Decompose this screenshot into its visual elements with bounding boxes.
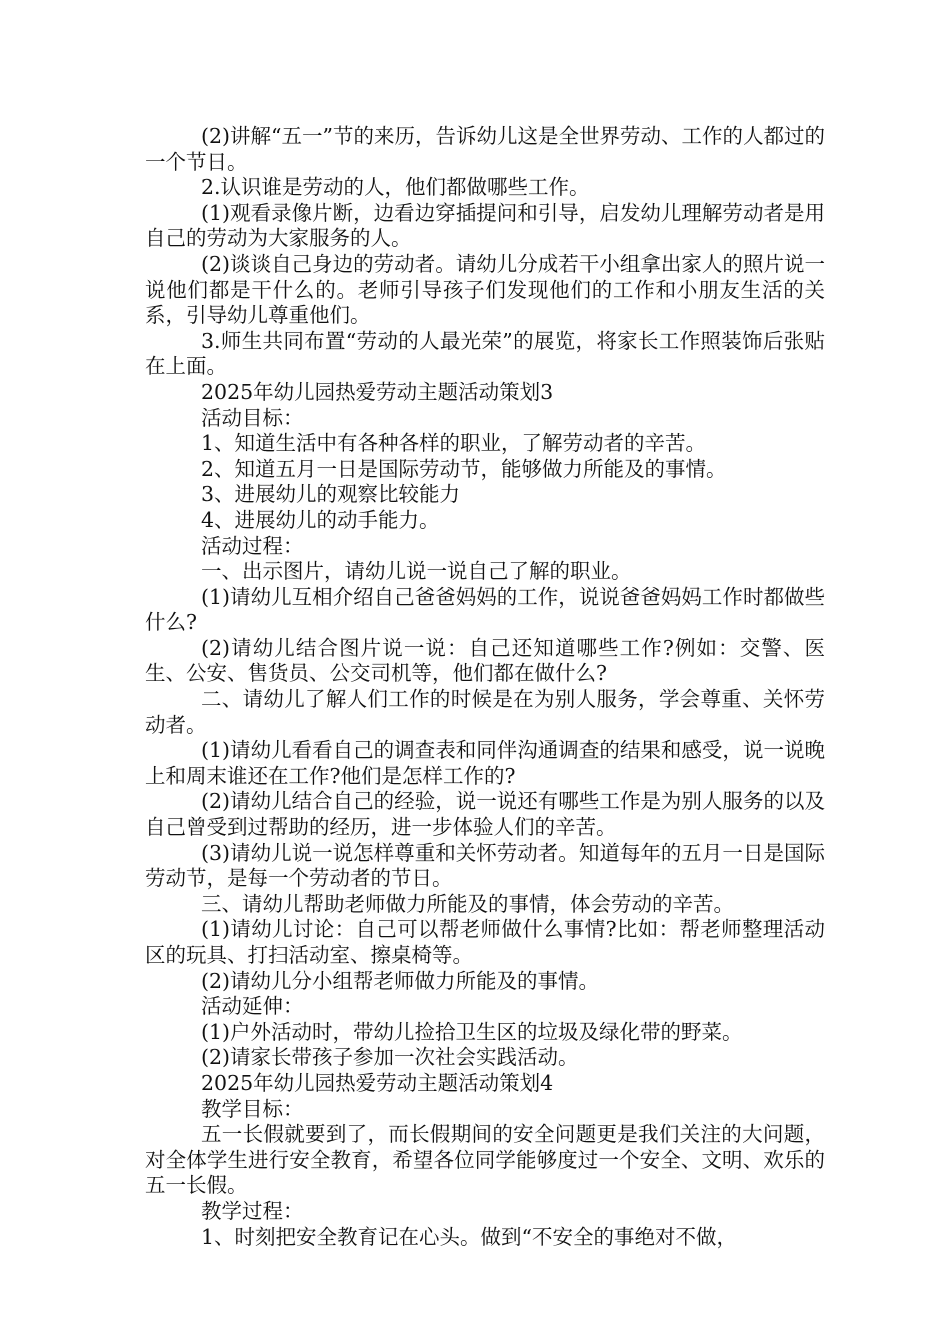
paragraph: 一、出示图片，请幼儿说一说自己了解的职业。 [201,559,632,584]
subheading: 活动延伸： [201,994,304,1019]
paragraph: (2)谈谈自己身边的劳动者。请幼儿分成若干小组拿出家人的照片说一说他们都是干什么的。老师引导孩子们发现他们的工作和小朋友生活的关系，引导幼儿尊重他们。 [145,251,825,328]
subheading: 活动目标： [201,405,304,430]
paragraph: (2)请幼儿分小组帮老师做力所能及的事情。 [201,968,600,993]
paragraph: 三、请幼儿帮助老师做力所能及的事情，体会劳动的辛苦。 [201,891,734,916]
subheading: 活动过程： [201,533,304,558]
paragraph: 4、进展幼儿的动手能力。 [201,507,440,532]
paragraph: 2.认识谁是劳动的人，他们都做哪些工作。 [201,175,590,200]
paragraph: (1)请幼儿互相介绍自己爸爸妈妈的工作，说说爸爸妈妈工作时都做些什么? [145,584,825,635]
paragraph: 二、请幼儿了解人们工作的时候是在为别人服务，学会尊重、关怀劳动者。 [145,687,825,737]
paragraph: (2)请家长带孩子参加一次社会实践活动。 [201,1045,579,1070]
document-body [145,124,825,1250]
paragraph: (2)请幼儿结合图片说一说：自己还知道哪些工作?例如：交警、医生、公安、售货员、公交司机等，他们都在做什么? [145,635,825,686]
paragraph: (3)请幼儿说一说怎样尊重和关怀劳动者。知道每年的五月一日是国际劳动节，是每一个劳动者的节日。 [145,840,825,891]
paragraph: (2)讲解“五一”节的来历，告诉幼儿这是全世界劳动、工作的人都过的一个节日。 [145,124,825,174]
paragraph: 2、知道五月一日是国际劳动节，能够做力所能及的事情。 [201,456,727,481]
subheading: 教学过程： [201,1198,304,1223]
paragraph: 五一长假就要到了，而长假期间的安全问题更是我们关注的大问题，对全体学生进行安全教育，希望各位同学能够度过一个安全、文明、欢乐的五一长假。 [145,1122,825,1198]
paragraph: (2)请幼儿结合自己的经验，说一说还有哪些工作是为别人服务的以及自己曾受到过帮助的经历，进一步体验人们的辛苦。 [145,789,825,840]
paragraph: 3、进展幼儿的观察比较能力 [201,482,461,507]
paragraph: 3.师生共同布置“劳动的人最光荣”的展览，将家长工作照装饰后张贴在上面。 [145,328,825,379]
paragraph: (1)观看录像片断，边看边穿插提问和引导，启发幼儿理解劳动者是用自己的劳动为大家服务的人。 [145,200,825,251]
paragraph: (1)户外活动时，带幼儿捡拾卫生区的垃圾及绿化带的野菜。 [201,1019,743,1044]
section-heading: 2025年幼儿园热爱劳动主题活动策划3 [201,379,554,404]
paragraph: 1、知道生活中有各种各样的职业，了解劳动者的辛苦。 [201,431,707,456]
section-heading: 2025年幼儿园热爱劳动主题活动策划4 [201,1070,554,1095]
paragraph: (1)请幼儿讨论：自己可以帮老师做什么事情?比如：帮老师整理活动区的玩具、打扫活动室、擦桌椅等。 [145,917,825,967]
paragraph: (1)请幼儿看看自己的调查表和同伴沟通调查的结果和感受，说一说晚上和周末谁还在工作?他们是怎样工作的? [145,738,825,788]
subheading: 教学目标： [201,1096,304,1121]
paragraph: 1、时刻把安全教育记在心头。做到“不安全的事绝对不做， [201,1224,738,1249]
